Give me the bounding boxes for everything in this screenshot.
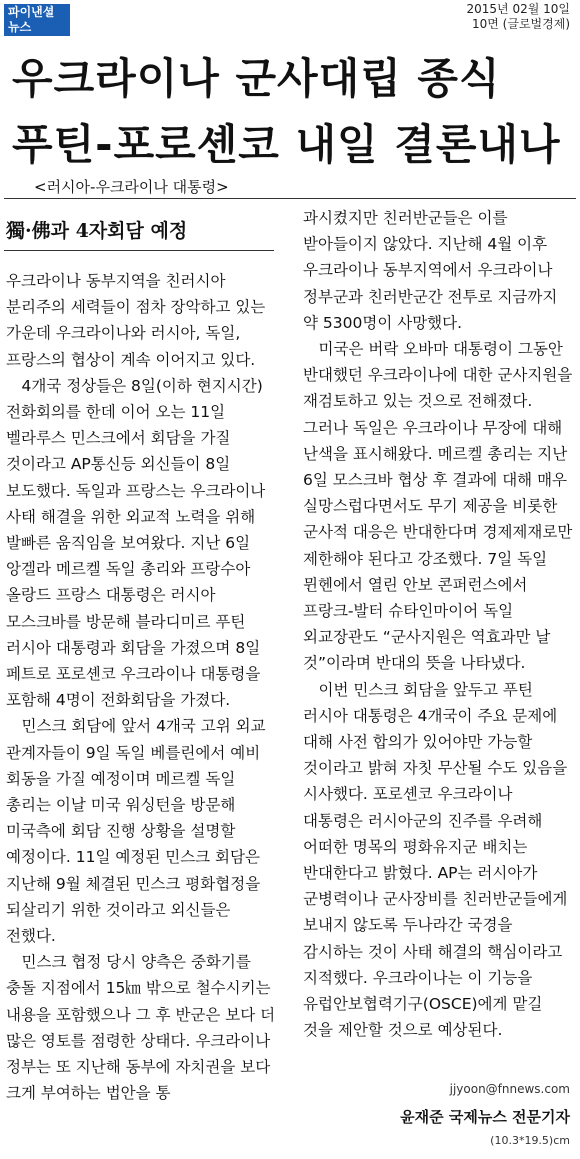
- publication-meta: [467, 2, 570, 32]
- paragraph: 미국은 버락 오바마 대통령이 그동안 반대했던 우크라이나에 대한 군사지원을 재검토하고 있는 것으로 전해졌다. 그러나 독일은 우크라이나 무장에 대해 난색을 표시해왔다. 메르켈 총리는 지난 6일 모스크바 협상 후 결과에 대해 매우 실망스럽다면서도 무기 제공을 비롯한 군사적 대응은 반대한다며 경제제재로만 제한해야 된다고 강조했다. 7일 독일 뮌헨에서 열린 안보 콘퍼런스에서 프랑크-발터 슈타인마이어 독일 외교장관도 “군사지원은 역효과만 날 것”이라며 반대의 뜻을 나타냈다.: [303, 340, 573, 673]
- subhead-divider: [4, 250, 274, 251]
- subheadline: 獨·佛과 4자회담 예정: [6, 220, 188, 242]
- article-size: (10.3*19.5)cm: [490, 1134, 570, 1147]
- logo-line-2: 뉴스: [8, 20, 32, 34]
- newspaper-logo: [4, 4, 70, 36]
- left-column: [6, 268, 276, 1107]
- author-byline: 윤재준 국제뉴스 전문기자: [400, 1108, 570, 1126]
- headline-line-1: 우크라이나 군사대립 종식: [12, 54, 501, 103]
- publication-date: 2015년 02월 10일: [466, 2, 570, 16]
- paragraph: 민스크 협정 당시 양측은 중화기를 충돌 지점에서 15㎞ 밖으로 철수시키는 내용을 포함했으나 그 후 반군은 보다 더 많은 영토를 점령한 상태다. 우크라이나 정부는 또 지난해 동부에 자치권을 보다 크게 부여하는 법안을 통: [6, 953, 276, 1103]
- page-section: 10면 (글로벌경제): [472, 17, 570, 31]
- paragraph: 과시켰지만 친러반군들은 이를 받아들이지 않았다. 지난해 4월 이후 우크라이나 동부지역에서 우크라이나 정부군과 친러반군간 전투로 지금까지 약 5300명이 사망했다.: [303, 209, 558, 332]
- paragraph: 민스크 회담에 앞서 4개국 고위 외교 관계자들이 9일 독일 베를린에서 예비 회동을 가질 예정이며 메르켈 독일 총리는 이날 미국 워싱턴을 방문해 미국측에 회담 진행 상황을 설명할 예정이다. 11일 예정된 민스크 회담은 지난해 9월 체결된 민스크 평화협정을 되살리기 위한 것이라고 외신들은 전했다.: [6, 717, 266, 946]
- photo-caption-subtitle: <러시아-우크라이나 대통령>: [34, 178, 229, 196]
- headline-line-2: 푸틴-포로셴코 내일 결론내나: [12, 120, 561, 169]
- paragraph: 이번 민스크 회담을 앞두고 푸틴 러시아 대통령은 4개국이 주요 문제에 대해 사전 합의가 있어야만 가능할 것이라고 밝혀 자칫 무산될 수도 있음을 시사했다. 포로셴코 우크라이나 대통령은 러시아군의 진주를 우려해 어떠한 명목의 평화유지군 배치는 반대한다고 밝혔다. AP는 러시아가 군병력이나 군사장비를 친러반군들에게 보내지 않도록 두나라간 국경을 감시하는 것이 사태 해결의 핵심이라고 지적했다. 우크라이나는 이 기능을 유럽안보협력기구(OSCE)에게 맡길 것을 제안할 것으로 예상된다.: [303, 680, 568, 1040]
- paragraph: 4개국 정상들은 8일(이하 현지시간) 전화회의를 한데 이어 오는 11일 벨라루스 민스크에서 회담을 가질 것이라고 AP통신등 외신들이 8일 보도했다. 독일과 프랑스는 우크라이나 사태 해결을 위한 외교적 노력을 위해 발빠른 움직임을 보여왔다. 지난 6일 앙겔라 메르켈 독일 총리와 프랑수아 올랑드 프랑스 대통령은 러시아 모스크바를 방문해 블라디미르 푸틴 러시아 대통령과 회담을 가졌으며 8일 페트로 포로셴코 우크라이나 대통령을 포함해 4명이 전화회담을 가졌다.: [6, 376, 266, 710]
- right-column: [303, 205, 575, 1044]
- divider: [4, 198, 576, 199]
- author-email: jjyoon@fnnews.com: [449, 1082, 570, 1096]
- paragraph: 우크라이나 동부지역을 친러시아 분리주의 세력들이 점차 장악하고 있는 가운데 우크라이나와 러시아, 독일, 프랑스의 협상이 계속 이어지고 있다.: [6, 272, 266, 369]
- logo-line-1: 파이낸셜: [8, 5, 55, 19]
